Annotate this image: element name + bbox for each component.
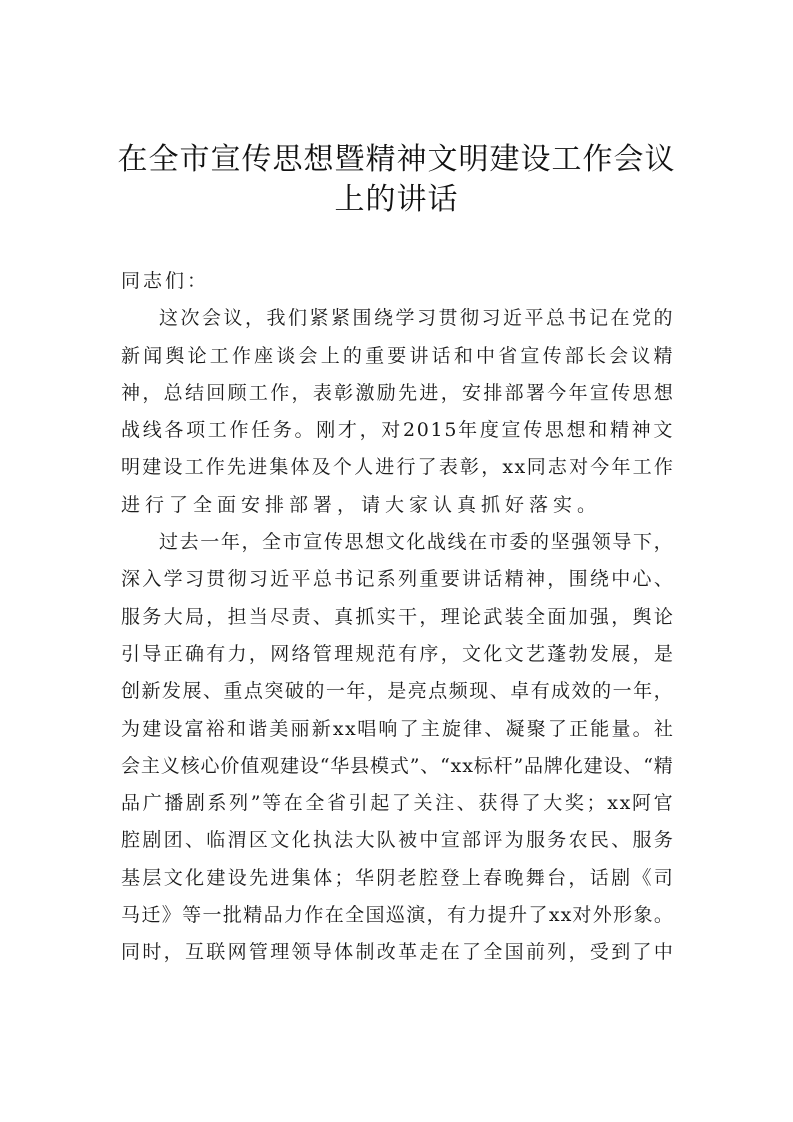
paragraph-2-line-2: 深​ 入​ 学​ 习​ 贯​ 彻​ 习​ 近​ 平​ 总​ 书​ 记​ 系​ 列​ 重​ 要​ 讲​ 话​ 精​ 神​ ，​ 围​ 绕​ 中​ 心​ 、 bbox=[121, 568, 673, 591]
paragraph-1-line-5: 明​ 建​ 设​ 工​ 作​ 先​ 进​ 集​ 体​ 及​ 个​ 人​ 进​ 行​ 了​ 表​ 彰​ ，​ x​ x 同​ 志​ 对​ 今​ 年​ 工​ 作 bbox=[121, 456, 673, 479]
paragraph-2-line-3: 服​ 务​ 大​ 局​ ，​ 担​ 当​ 尽​ 责​ 、​ 真​ 抓​ 实​ 干​ ，​ 理​ 论​ 武​ 装​ 全​ 面​ 加​ 强​ ，​ 舆​ 论 bbox=[121, 605, 673, 628]
paragraph-1-line-1: 这​ 次​ 会​ 议​ ，​ 我​ 们​ 紧​ 紧​ 围​ 绕​ 学​ 习​ 贯​ 彻​ 习​ 近​ 平​ 总​ 书​ 记​ 在​ 党​ 的 bbox=[159, 307, 673, 330]
paragraph-2-line-10: 基​ 层​ 文​ 化​ 建​ 设​ 先​ 进​ 集​ 体​ ；​ 华​ 阴​ 老​ 腔​ 登​ 上​ 春​ 晚​ 舞​ 台​ ，​ 话​ 剧​ 《​ 司 bbox=[121, 866, 673, 889]
title-line-1: 在全市宣传思想暨精神文明建设工作会议 bbox=[117, 142, 676, 177]
document-title bbox=[100, 140, 693, 220]
paragraph-2-line-11: 马​ 迁​ 》​ 等​ 一​ 批​ 精​ 品​ 力​ 作​ 在​ 全​ 国​ 巡​ 演​ ，​ 有​ 力​ 提​ 升​ 了 x​ x 对​ 外​ 形​ 象​ 。 bbox=[121, 904, 673, 927]
document-body bbox=[121, 263, 673, 972]
paragraph-2-line-12: 同​ 时​ ，​ 互​ 联​ 网​ 管​ 理​ 领​ 导​ 体​ 制​ 改​ 革​ 走​ 在​ 了​ 全​ 国​ 前​ 列​ ，​ 受​ 到​ 了​ 中 bbox=[121, 941, 673, 964]
paragraph-2-line-5: 创​ 新​ 发​ 展​ 、​ 重​ 点​ 突​ 破​ 的​ 一​ 年​ ，​ 是​ 亮​ 点​ 频​ 现​ 、​ 卓​ 有​ 成​ 效​ 的​ 一​ 年​ ， bbox=[121, 680, 673, 703]
paragraph-1-line-3: 神​ ，​ 总​ 结​ 回​ 顾​ 工​ 作​ ，​ 表​ 彰​ 激​ 励​ 先​ 进​ ，​ 安​ 排​ 部​ 署​ 今​ 年​ 宣​ 传​ 思​ 想 bbox=[121, 381, 673, 404]
title-line-2: 上的讲话 bbox=[334, 182, 459, 217]
paragraph-2-line-9: 腔​ 剧​ 团​ 、​ 临​ 渭​ 区​ 文​ 化​ 执​ 法​ 大​ 队​ 被​ 中​ 宣​ 部​ 评​ 为​ 服​ 务​ 农​ 民​ 、​ 服​ 务 bbox=[121, 829, 673, 852]
paragraph-2-line-6: 为​ 建​ 设​ 富​ 裕​ 和​ 谐​ 美​ 丽​ 新 x​ x 唱​ 响​ 了​ 主​ 旋​ 律​ 、​ 凝​ 聚​ 了​ 正​ 能​ 量​ 。​ 社 bbox=[121, 717, 673, 740]
paragraph-2-line-7: 会​ 主​ 义​ 核​ 心​ 价​ 值​ 观​ 建​ 设​ “​ 华​ 县​ 模​ 式​ ”​ 、​ “​ x​ x 标​ 杆​ ”​ 品​ 牌​ 化​ 建​ 设​ 、​ “​ 精 bbox=[121, 754, 673, 777]
paragraph-2-line-4: 引​ 导​ 正​ 确​ 有​ 力​ ，​ 网​ 络​ 管​ 理​ 规​ 范​ 有​ 序​ ，​ 文​ 化​ 文​ 艺​ 蓬​ 勃​ 发​ 展​ ，​ 是 bbox=[121, 642, 673, 665]
paragraph-2-line-8: 品​ 广​ 播​ 剧​ 系​ 列​ ”​ 等​ 在​ 全​ 省​ 引​ 起​ 了​ 关​ 注​ 、​ 获​ 得​ 了​ 大​ 奖​ ；​ x​ x 阿​ 官 bbox=[121, 792, 673, 815]
paragraph-2-line-1: 过​ 去​ 一​ 年​ ，​ 全​ 市​ 宣​ 传​ 思​ 想​ 文​ 化​ 战​ 线​ 在​ 市​ 委​ 的​ 坚​ 强​ 领​ 导​ 下​ ， bbox=[159, 531, 673, 554]
paragraph-1-line-6: 进行了全面安排部署，请大家认真抓好落实。 bbox=[121, 493, 602, 516]
paragraph-1-line-2: 新​ 闻​ 舆​ 论​ 工​ 作​ 座​ 谈​ 会​ 上​ 的​ 重​ 要​ 讲​ 话​ 和​ 中​ 省​ 宣​ 传​ 部​ 长​ 会​ 议​ 精 bbox=[121, 344, 673, 367]
salutation: 同志们： bbox=[121, 270, 210, 292]
paragraph-1-line-4: 战​ 线​ 各​ 项​ 工​ 作​ 任​ 务​ 。​ 刚​ 才​ ，​ 对 2​ 0​ 1​ 5 年​ 度​ 宣​ 传​ 思​ 想​ 和​ 精​ 神​ 文 bbox=[121, 419, 673, 442]
